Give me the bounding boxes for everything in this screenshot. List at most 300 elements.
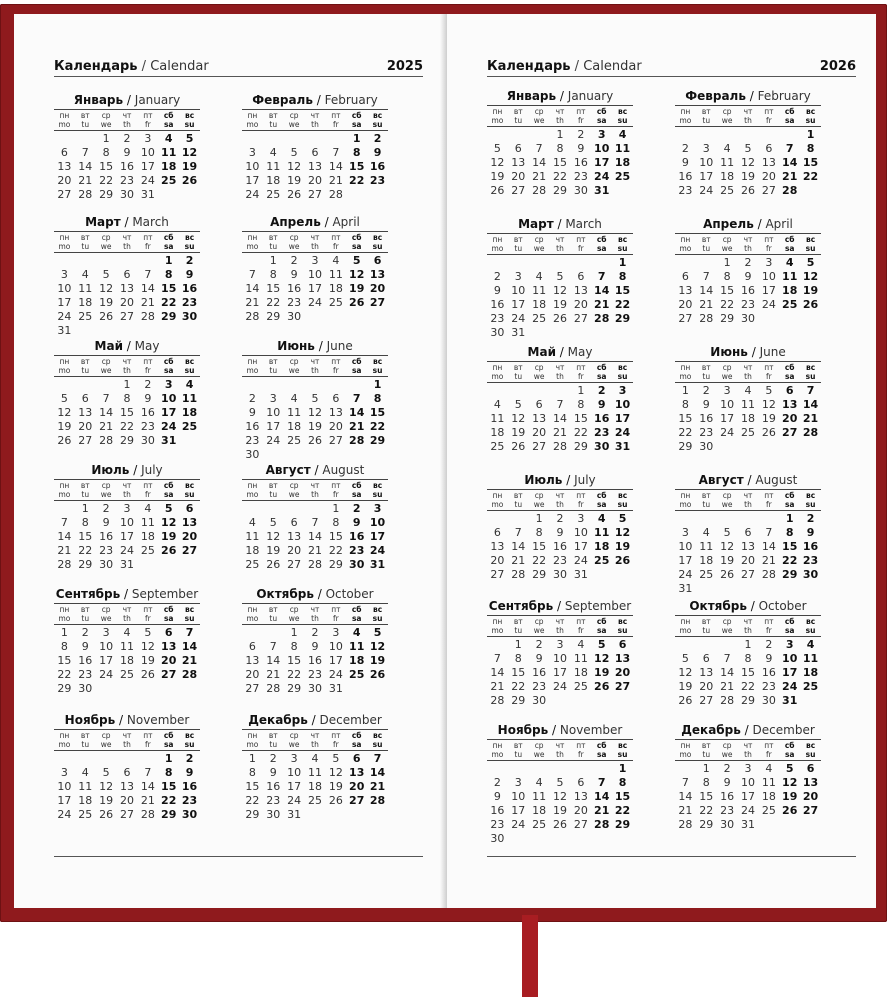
day-cell: 6	[744, 526, 752, 539]
weekday-label: чт	[743, 491, 753, 500]
day-cell: 19	[552, 804, 567, 817]
day-cell: 31	[573, 568, 588, 581]
weekday-label: mo	[246, 614, 259, 623]
day-cell: 25	[490, 440, 505, 453]
day-cell: 30	[99, 558, 114, 571]
weekday-label: вс	[372, 233, 383, 242]
weekday-label: tu	[514, 244, 523, 253]
weekday-label: tu	[514, 116, 523, 125]
weekday-label: mo	[491, 626, 504, 635]
day-cell	[242, 132, 263, 146]
weekday-label: ср	[534, 741, 544, 750]
day-cell: 5	[618, 512, 627, 525]
day-cell: 15	[552, 156, 567, 169]
day-cell: 24	[761, 298, 776, 311]
day-cell: 9	[493, 790, 501, 803]
week-row	[54, 420, 200, 434]
day-cell: 23	[490, 818, 505, 831]
day-cell: 12	[490, 156, 505, 169]
weekday-label: mo	[58, 366, 71, 375]
day-cell	[529, 832, 550, 846]
day-cell	[117, 682, 138, 696]
day-cell: 12	[349, 268, 365, 281]
weekday-label: sa	[596, 372, 607, 381]
day-cell: 26	[740, 184, 755, 197]
day-cell: 16	[307, 654, 322, 667]
weeks	[487, 512, 633, 582]
day-cell	[158, 682, 179, 696]
separator: /	[562, 473, 575, 487]
weekday-label: ср	[722, 741, 732, 750]
weekday-label: пт	[331, 357, 341, 366]
weekday-label: пн	[680, 107, 691, 116]
day-cell: 1	[556, 128, 564, 141]
weekday-label: сб	[784, 107, 795, 116]
weekday-label: su	[372, 120, 383, 129]
day-cell: 30	[266, 808, 281, 821]
day-cell: 22	[369, 420, 386, 433]
weekday-label: we	[533, 500, 545, 509]
weekday-label: ср	[722, 235, 732, 244]
month-name-en: January	[567, 89, 614, 103]
day-cell	[54, 502, 75, 516]
day-cell: 20	[119, 296, 134, 309]
day-cell: 14	[245, 282, 260, 295]
day-cell: 17	[511, 298, 526, 311]
title-ru: Календарь	[487, 59, 571, 74]
day-cell	[508, 256, 529, 270]
weekday-label: su	[184, 740, 195, 749]
month-calendar	[675, 88, 821, 198]
day-cell: 28	[369, 794, 386, 807]
weekday-label: mo	[679, 244, 692, 253]
week-row	[675, 818, 821, 832]
day-cell: 7	[806, 384, 815, 397]
weekday-label: чт	[122, 111, 132, 120]
weekday-label: пт	[576, 491, 586, 500]
day-cell: 14	[594, 284, 610, 297]
day-cell: 11	[532, 284, 547, 297]
weekday-label: ср	[534, 491, 544, 500]
week-row	[675, 142, 821, 156]
month-calendar	[242, 462, 388, 572]
week-row	[675, 762, 821, 776]
weekday-label: пн	[247, 481, 258, 490]
day-cell: 13	[328, 406, 343, 419]
day-cell: 14	[307, 530, 322, 543]
day-cell: 17	[699, 170, 714, 183]
day-cell: 11	[140, 516, 155, 529]
weekday-label: ср	[289, 111, 299, 120]
day-cell: 22	[349, 174, 365, 187]
weekday-label: пн	[492, 617, 503, 626]
day-cell: 20	[307, 174, 322, 187]
day-cell: 12	[99, 282, 114, 295]
day-cell: 7	[352, 392, 361, 405]
weekday-label: пт	[331, 481, 341, 490]
day-cell: 16	[181, 282, 198, 295]
day-cell: 10	[287, 766, 302, 779]
day-cell: 14	[678, 790, 693, 803]
week-row	[675, 582, 821, 596]
day-cell: 9	[765, 652, 773, 665]
month-name-ru: Февраль	[252, 93, 313, 107]
day-cell: 23	[552, 554, 567, 567]
day-cell: 12	[57, 406, 72, 419]
day-cell: 19	[181, 160, 198, 173]
day-cell: 12	[328, 766, 343, 779]
weekday-header	[675, 739, 821, 761]
day-cell: 8	[332, 516, 340, 529]
week-row	[54, 282, 200, 296]
day-cell: 25	[181, 420, 198, 433]
week-row	[675, 284, 821, 298]
day-cell: 22	[782, 554, 798, 567]
weekday-label: пт	[576, 107, 586, 116]
day-cell: 8	[785, 526, 794, 539]
weekday-label: sa	[163, 490, 174, 499]
weekday-label: вт	[513, 491, 523, 500]
day-cell: 12	[181, 146, 198, 159]
weekday-label: fr	[332, 120, 339, 129]
day-cell: 16	[532, 666, 547, 679]
day-cell: 2	[81, 626, 89, 639]
day-cell: 16	[140, 406, 155, 419]
weekday-label: th	[556, 116, 564, 125]
day-cell: 8	[618, 776, 627, 789]
weekday-label: we	[100, 120, 112, 129]
day-cell: 8	[514, 652, 522, 665]
month-calendar	[242, 92, 388, 202]
day-cell: 25	[140, 544, 155, 557]
day-cell	[717, 440, 738, 454]
day-cell: 29	[161, 310, 177, 323]
day-cell: 14	[699, 284, 714, 297]
weekday-row	[54, 233, 200, 242]
weekday-row	[54, 242, 200, 251]
weekday-label: пн	[492, 235, 503, 244]
day-cell	[179, 558, 200, 572]
day-cell: 18	[740, 412, 755, 425]
weekday-label: сб	[784, 741, 795, 750]
week-row	[675, 666, 821, 680]
day-cell	[591, 256, 612, 270]
day-cell: 23	[245, 434, 260, 447]
weekday-label: пн	[247, 731, 258, 740]
day-cell: 25	[119, 668, 134, 681]
weekday-label: вс	[617, 235, 628, 244]
day-cell: 17	[99, 654, 114, 667]
day-cell	[550, 694, 571, 708]
day-cell: 29	[552, 184, 567, 197]
day-cell: 13	[740, 540, 755, 553]
weekday-label: sa	[784, 626, 795, 635]
day-cell: 31	[119, 558, 134, 571]
day-cell: 24	[594, 170, 610, 183]
month-name-ru: Июль	[91, 463, 130, 477]
weekday-label: ср	[722, 107, 732, 116]
month-name-ru: Январь	[506, 89, 557, 103]
day-cell: 11	[245, 530, 260, 543]
day-cell: 2	[577, 128, 585, 141]
day-cell: 29	[78, 558, 93, 571]
day-cell: 3	[123, 502, 131, 515]
week-row	[54, 530, 200, 544]
weekday-label: tu	[269, 120, 278, 129]
day-cell: 26	[99, 310, 114, 323]
day-cell: 14	[57, 530, 72, 543]
day-cell	[367, 188, 388, 202]
day-cell: 17	[678, 554, 693, 567]
day-cell	[591, 694, 612, 708]
weekday-row	[487, 372, 633, 381]
weekday-row	[242, 740, 388, 749]
month-name-en: December	[752, 723, 815, 737]
day-cell: 8	[681, 398, 689, 411]
day-cell: 29	[287, 682, 302, 695]
day-cell: 10	[782, 652, 798, 665]
weekday-label: ср	[101, 111, 111, 120]
weekday-label: su	[617, 750, 628, 759]
weekday-row	[54, 366, 200, 375]
day-cell	[675, 512, 696, 526]
page-footer-line	[487, 856, 856, 857]
day-cell: 12	[369, 640, 386, 653]
day-cell	[696, 582, 717, 596]
month-name-ru: Март	[518, 217, 554, 231]
day-cell: 3	[556, 638, 564, 651]
month-name-en: December	[319, 713, 382, 727]
weekday-label: вт	[80, 605, 90, 614]
day-cell: 7	[144, 268, 152, 281]
weekday-label: вт	[513, 617, 523, 626]
weekday-label: fr	[332, 740, 339, 749]
day-cell: 24	[782, 680, 798, 693]
day-cell: 15	[78, 530, 93, 543]
day-cell: 2	[144, 378, 152, 391]
weekday-header	[242, 355, 388, 377]
day-cell: 21	[678, 804, 693, 817]
day-cell: 3	[681, 526, 689, 539]
day-cell	[508, 128, 529, 142]
weekday-header	[54, 109, 200, 131]
month-name-en: September	[131, 587, 199, 601]
day-cell: 6	[60, 146, 68, 159]
day-cell	[529, 762, 550, 776]
day-cell: 17	[328, 654, 343, 667]
month-title	[242, 214, 388, 230]
day-cell: 7	[81, 146, 89, 159]
day-cell: 12	[287, 160, 302, 173]
day-cell: 30	[740, 312, 755, 325]
day-cell	[487, 512, 508, 526]
week-row	[242, 794, 388, 808]
weekday-label: sa	[163, 120, 174, 129]
weekday-label: fr	[577, 500, 584, 509]
day-cell: 21	[802, 412, 819, 425]
day-cell: 31	[369, 558, 386, 571]
day-cell: 10	[511, 284, 526, 297]
weekday-row	[487, 116, 633, 125]
weekday-label: sa	[351, 242, 362, 251]
day-cell: 19	[552, 298, 567, 311]
weekday-label: сб	[596, 235, 607, 244]
day-cell: 11	[532, 790, 547, 803]
weekday-label: чт	[310, 357, 320, 366]
day-cell: 3	[785, 638, 794, 651]
weekday-label: th	[556, 500, 564, 509]
week-row	[242, 254, 388, 268]
day-cell: 8	[577, 398, 585, 411]
weekday-label: th	[123, 490, 131, 499]
day-cell: 1	[535, 512, 543, 525]
day-cell: 2	[311, 626, 319, 639]
day-cell: 5	[102, 268, 110, 281]
day-cell	[591, 326, 612, 340]
month-calendar	[242, 214, 388, 324]
weeks	[487, 128, 633, 198]
weekday-label: пт	[764, 107, 774, 116]
day-cell	[325, 808, 346, 822]
day-cell: 6	[332, 392, 340, 405]
weekday-label: th	[123, 614, 131, 623]
day-cell	[800, 440, 821, 454]
weekday-label: ср	[722, 363, 732, 372]
week-row	[675, 184, 821, 198]
weekday-label: пн	[59, 233, 70, 242]
day-cell: 19	[782, 790, 798, 803]
day-cell	[179, 434, 200, 448]
day-cell: 16	[266, 780, 281, 793]
day-cell	[346, 682, 367, 696]
day-cell: 17	[266, 420, 281, 433]
day-cell: 4	[744, 384, 752, 397]
weekday-label: пт	[764, 617, 774, 626]
day-cell: 9	[81, 640, 89, 653]
day-cell: 12	[678, 666, 693, 679]
day-cell	[738, 440, 759, 454]
day-cell: 4	[352, 626, 361, 639]
weekday-label: вс	[805, 363, 816, 372]
month-title	[54, 712, 200, 728]
weekday-label: сб	[596, 741, 607, 750]
weekday-label: сб	[784, 235, 795, 244]
weekday-label: чт	[555, 107, 565, 116]
day-cell: 29	[678, 440, 693, 453]
month-name-ru: Июль	[524, 473, 563, 487]
day-cell: 24	[266, 434, 281, 447]
day-cell: 22	[614, 298, 631, 311]
day-cell: 15	[614, 284, 631, 297]
day-cell: 14	[532, 156, 547, 169]
day-cell: 16	[490, 298, 505, 311]
day-cell: 31	[140, 188, 155, 201]
day-cell: 29	[740, 694, 755, 707]
day-cell: 16	[181, 780, 198, 793]
weekday-label: th	[556, 244, 564, 253]
day-cell: 8	[352, 146, 361, 159]
day-cell	[367, 310, 388, 324]
day-cell	[591, 568, 612, 582]
day-cell	[284, 378, 305, 392]
month-name-en: February	[324, 93, 378, 107]
day-cell: 3	[373, 502, 382, 515]
day-cell: 24	[678, 568, 693, 581]
day-cell: 20	[802, 790, 819, 803]
week-row	[675, 256, 821, 270]
day-cell: 30	[490, 326, 505, 339]
week-row	[242, 682, 388, 696]
day-cell: 4	[81, 766, 89, 779]
day-cell: 11	[328, 268, 343, 281]
weekday-header	[487, 361, 633, 383]
day-cell	[487, 256, 508, 270]
day-cell	[305, 448, 326, 462]
weekday-label: пт	[576, 617, 586, 626]
day-cell: 30	[245, 448, 260, 461]
day-cell	[675, 256, 696, 270]
day-cell: 28	[181, 668, 198, 681]
day-cell: 17	[782, 666, 798, 679]
day-cell: 5	[493, 142, 501, 155]
day-cell: 26	[369, 668, 386, 681]
day-cell: 12	[552, 790, 567, 803]
day-cell: 13	[161, 640, 177, 653]
weeks	[242, 752, 388, 822]
day-cell: 7	[785, 142, 794, 155]
day-cell: 23	[181, 296, 198, 309]
day-cell: 13	[782, 398, 798, 411]
day-cell: 19	[490, 170, 505, 183]
day-cell: 7	[702, 270, 710, 283]
weekday-label: пн	[247, 233, 258, 242]
week-row	[54, 502, 200, 516]
day-cell	[612, 326, 633, 340]
day-cell: 29	[245, 808, 260, 821]
day-cell: 18	[349, 654, 365, 667]
day-cell	[570, 832, 591, 846]
day-cell: 29	[328, 558, 343, 571]
day-cell: 21	[245, 296, 260, 309]
weekday-label: вс	[805, 107, 816, 116]
day-cell: 28	[761, 568, 776, 581]
day-cell	[75, 324, 96, 338]
weekday-label: сб	[351, 731, 362, 740]
separator: /	[129, 463, 142, 477]
day-cell: 15	[287, 654, 302, 667]
week-row	[54, 160, 200, 174]
day-cell	[284, 502, 305, 516]
day-cell: 19	[307, 420, 322, 433]
day-cell	[487, 128, 508, 142]
weekday-label: чт	[122, 233, 132, 242]
weekday-label: чт	[743, 617, 753, 626]
day-cell	[758, 128, 779, 142]
weekday-row	[675, 244, 821, 253]
day-cell: 29	[532, 568, 547, 581]
weeks	[675, 128, 821, 198]
month-title	[242, 462, 388, 478]
day-cell: 18	[181, 406, 198, 419]
day-cell: 2	[185, 254, 194, 267]
week-row	[242, 420, 388, 434]
week-row	[54, 682, 200, 696]
day-cell	[550, 326, 571, 340]
weekday-label: fr	[577, 116, 584, 125]
day-cell: 29	[782, 568, 798, 581]
day-cell	[508, 832, 529, 846]
day-cell: 18	[594, 540, 610, 553]
